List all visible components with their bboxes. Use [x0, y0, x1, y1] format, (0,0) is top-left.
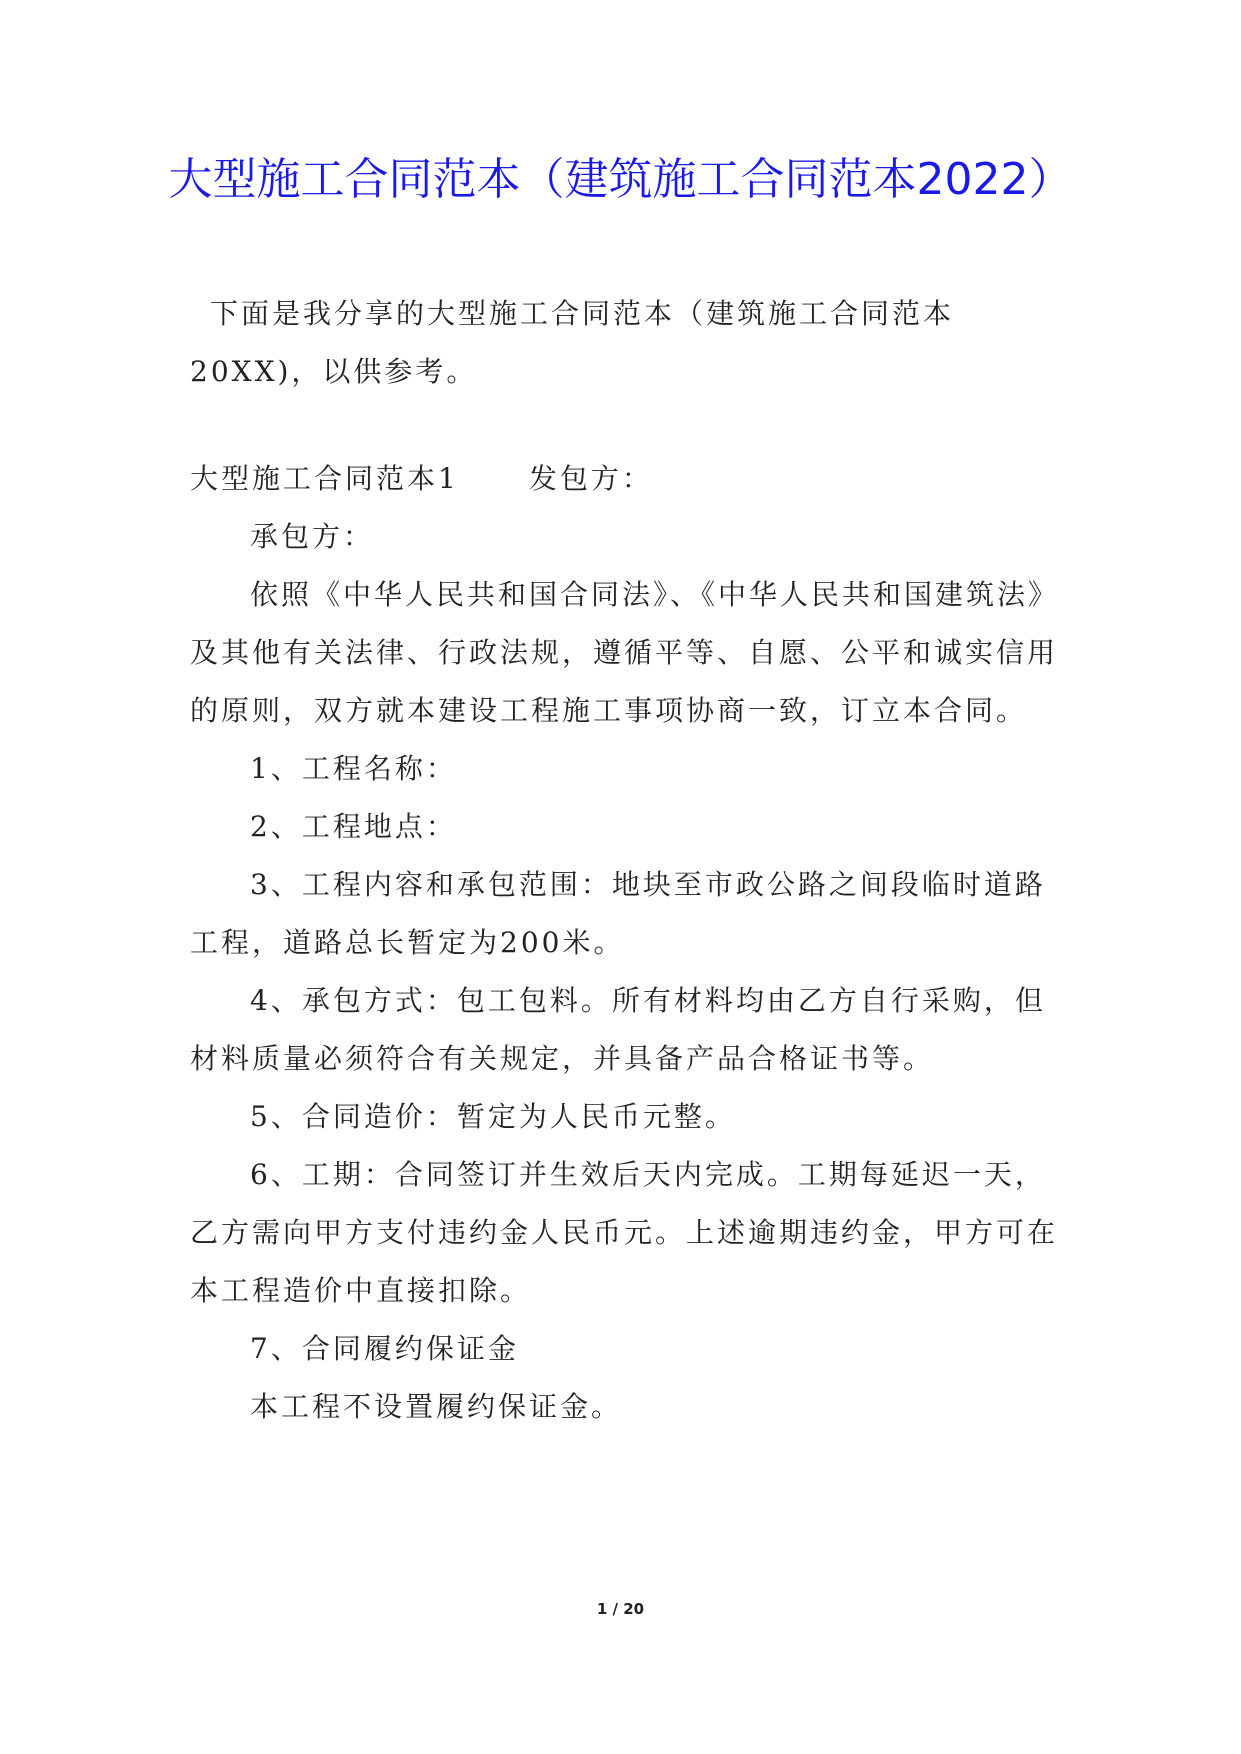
basis-line-1: 依照《中华人民共和国合同法》、《中华人民共和国建筑法》 [250, 578, 1060, 611]
page-number: 1 / 20 [596, 1600, 645, 1618]
item-6-line-2: 乙方需向甲方支付违约金人民币元。上述逾期违约金，甲方可在 [190, 1216, 1059, 1249]
item-7: 7、合同履约保证金 [250, 1332, 519, 1365]
basis-line-2: 及其他有关法律、行政法规，遵循平等、自愿、公平和诚实信用 [190, 636, 1059, 669]
item-6-line-1: 6、工期：合同签订并生效后天内完成。工期每延迟一天， [250, 1158, 1046, 1191]
item-4-line-2: 材料质量必须符合有关规定，并具备产品合格证书等。 [190, 1042, 935, 1075]
fabao-label: 发包方： [528, 462, 653, 495]
item-4-line-1: 4、承包方式：包工包料。所有材料均由乙方自行采购，但 [250, 984, 1046, 1017]
document-title: 大型施工合同范本（建筑施工合同范本2022） [168, 154, 1073, 205]
item-3-line-2: 工程，道路总长暂定为200米。 [190, 926, 625, 959]
item-1: 1、工程名称： [250, 752, 457, 785]
intro-line-1: 下面是我分享的大型施工合同范本（建筑施工合同范本 [210, 297, 955, 330]
intro-line-2: 20XX)，以供参考。 [190, 355, 478, 388]
item-2: 2、工程地点： [250, 810, 457, 843]
item-3-line-1: 3、工程内容和承包范围：地块至市政公路之间段临时道路 [250, 868, 1046, 901]
item-5: 5、合同造价：暂定为人民币元整。 [250, 1100, 736, 1133]
item-6-line-3: 本工程造价中直接扣除。 [190, 1274, 532, 1307]
item-7-detail: 本工程不设置履约保证金。 [250, 1390, 623, 1423]
chengbao-label: 承包方： [250, 520, 375, 553]
basis-line-3: 的原则，双方就本建设工程施工事项协商一致，订立本合同。 [190, 694, 1028, 727]
section-heading: 大型施工合同范本1 [190, 462, 459, 495]
section-heading-line [190, 447, 653, 511]
